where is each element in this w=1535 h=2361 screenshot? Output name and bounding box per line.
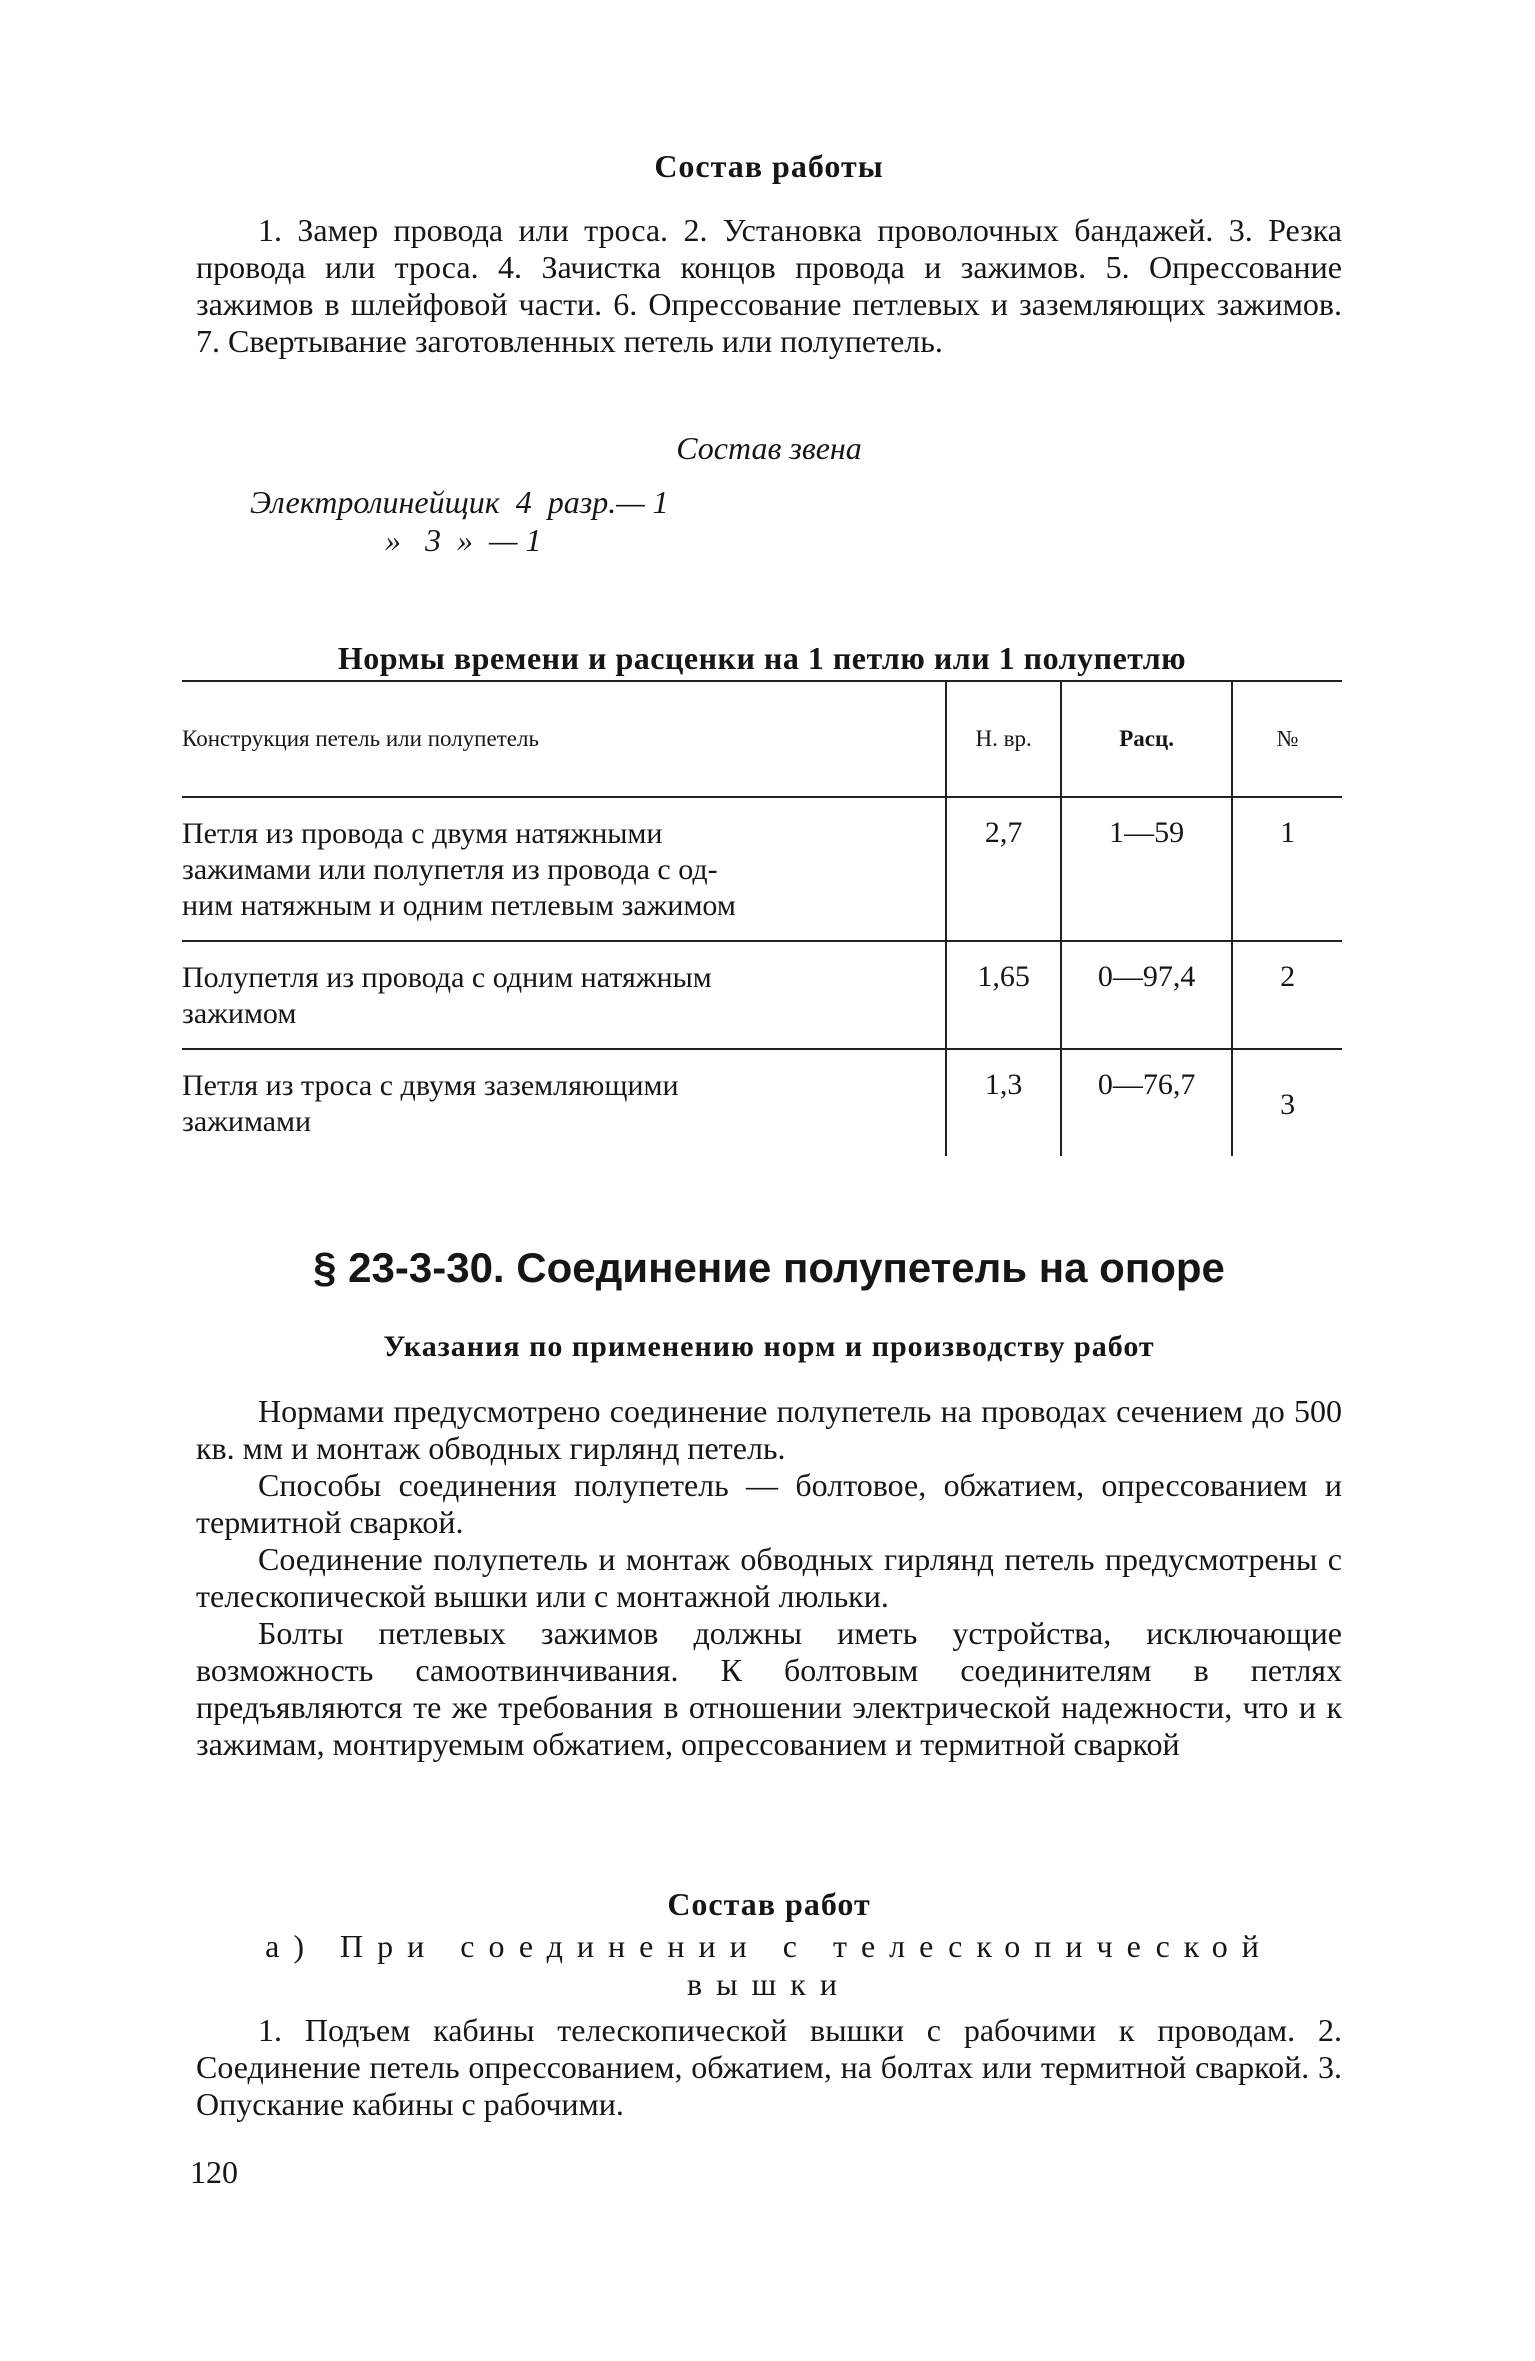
row-rate: 1—59 [1061, 797, 1232, 941]
norms-title: Нормы времени и расценки на 1 петлю или 1 полупетлю [337, 640, 1187, 676]
norms-table [182, 680, 1342, 1156]
works-heading: Состав работ [667, 1886, 871, 1922]
row-construction [182, 1049, 946, 1156]
table-header-row [182, 681, 1342, 797]
construction-line: зажимами [182, 1105, 312, 1138]
instructions-paragraph: Способы соединения полупетель — болтовое, обжатием, опрессованием и термитной сваркой. [196, 1467, 1342, 1540]
construction-line: Полупетля из провода с одним натяжным [182, 961, 712, 994]
section-title: § 23-3-30. Соединение полупетель на опоре [313, 1244, 1225, 1291]
row-construction [182, 797, 946, 941]
construction-line: зажимом [182, 997, 297, 1030]
instructions-paragraph: Болты петлевых зажимов должны иметь устройства, исключающие возможность самоотвинчивания. К болтовым соединителям в петлях предъявляются те же требования в отношении электрической надежности, что и к зажимам, монтируемым обжатием, опрессованием и термитной сваркой [196, 1615, 1342, 1762]
works-subheading-line-2: вышки [687, 1966, 851, 2002]
header-rate: Расц. [1061, 681, 1232, 797]
row-number: 1 [1232, 797, 1342, 941]
row-time: 1,3 [946, 1049, 1061, 1156]
work-heading: Состав работы [654, 148, 884, 184]
row-time: 1,65 [946, 941, 1061, 1049]
table-row [182, 941, 1342, 1049]
row-rate: 0—76,7 [1061, 1049, 1232, 1156]
construction-line: Петля из троса с двумя заземляющими [182, 1069, 679, 1102]
row-number: 2 [1232, 941, 1342, 1049]
header-number: № [1232, 681, 1342, 797]
table-row [182, 1049, 1342, 1156]
table-row [182, 797, 1342, 941]
row-number: 3 [1232, 1049, 1342, 1156]
crew-line-1: Электролинейщик 4 разр.— 1 [250, 484, 669, 520]
construction-line: ним натяжным и одним петлевым зажимом [182, 889, 736, 922]
crew-heading: Состав звена [676, 430, 862, 466]
work-text: 1. Замер провода или троса. 2. Установка проволочных бандажей. 3. Резка провода или троса. 4. Зачистка концов провода и зажимов. 5. Опрессование зажимов в шлейфовой части. 6. Опрессование петлевых и заземляющих зажимов. 7. Свертывание заготовленных петель или полупетель. [196, 212, 1342, 359]
header-construction: Конструкция петель или полупетель [182, 681, 946, 797]
page-number: 120 [190, 2154, 238, 2190]
instructions-body [196, 1393, 1342, 1763]
crew-line-2: » 3 » — 1 [385, 522, 542, 558]
row-time: 2,7 [946, 797, 1061, 941]
instructions-paragraph: Соединение полупетель и монтаж обводных гирлянд петель предусмотрены с телескопической вышки или с монтажной люльки. [196, 1541, 1342, 1614]
header-time: Н. вр. [946, 681, 1061, 797]
construction-line: Петля из провода с двумя натяжными [182, 817, 663, 850]
row-rate: 0—97,4 [1061, 941, 1232, 1049]
instructions-paragraph: Нормами предусмотрено соединение полупетель на проводах сечением до 500 кв. мм и монтаж обводных гирлянд петель. [196, 1393, 1342, 1466]
works-text: 1. Подъем кабины телескопической вышки с рабочими к проводам. 2. Соединение петель опрессованием, обжатием, на болтах или термитной сваркой. 3. Опускание кабины с рабочими. [196, 2012, 1342, 2122]
works-subheading-line-1: а) При соединении с телескопической [265, 1928, 1273, 1964]
instructions-heading: Указания по применению норм и производству работ [383, 1330, 1155, 1363]
row-construction [182, 941, 946, 1049]
construction-line: зажимами или полупетля из провода с од- [182, 853, 718, 886]
